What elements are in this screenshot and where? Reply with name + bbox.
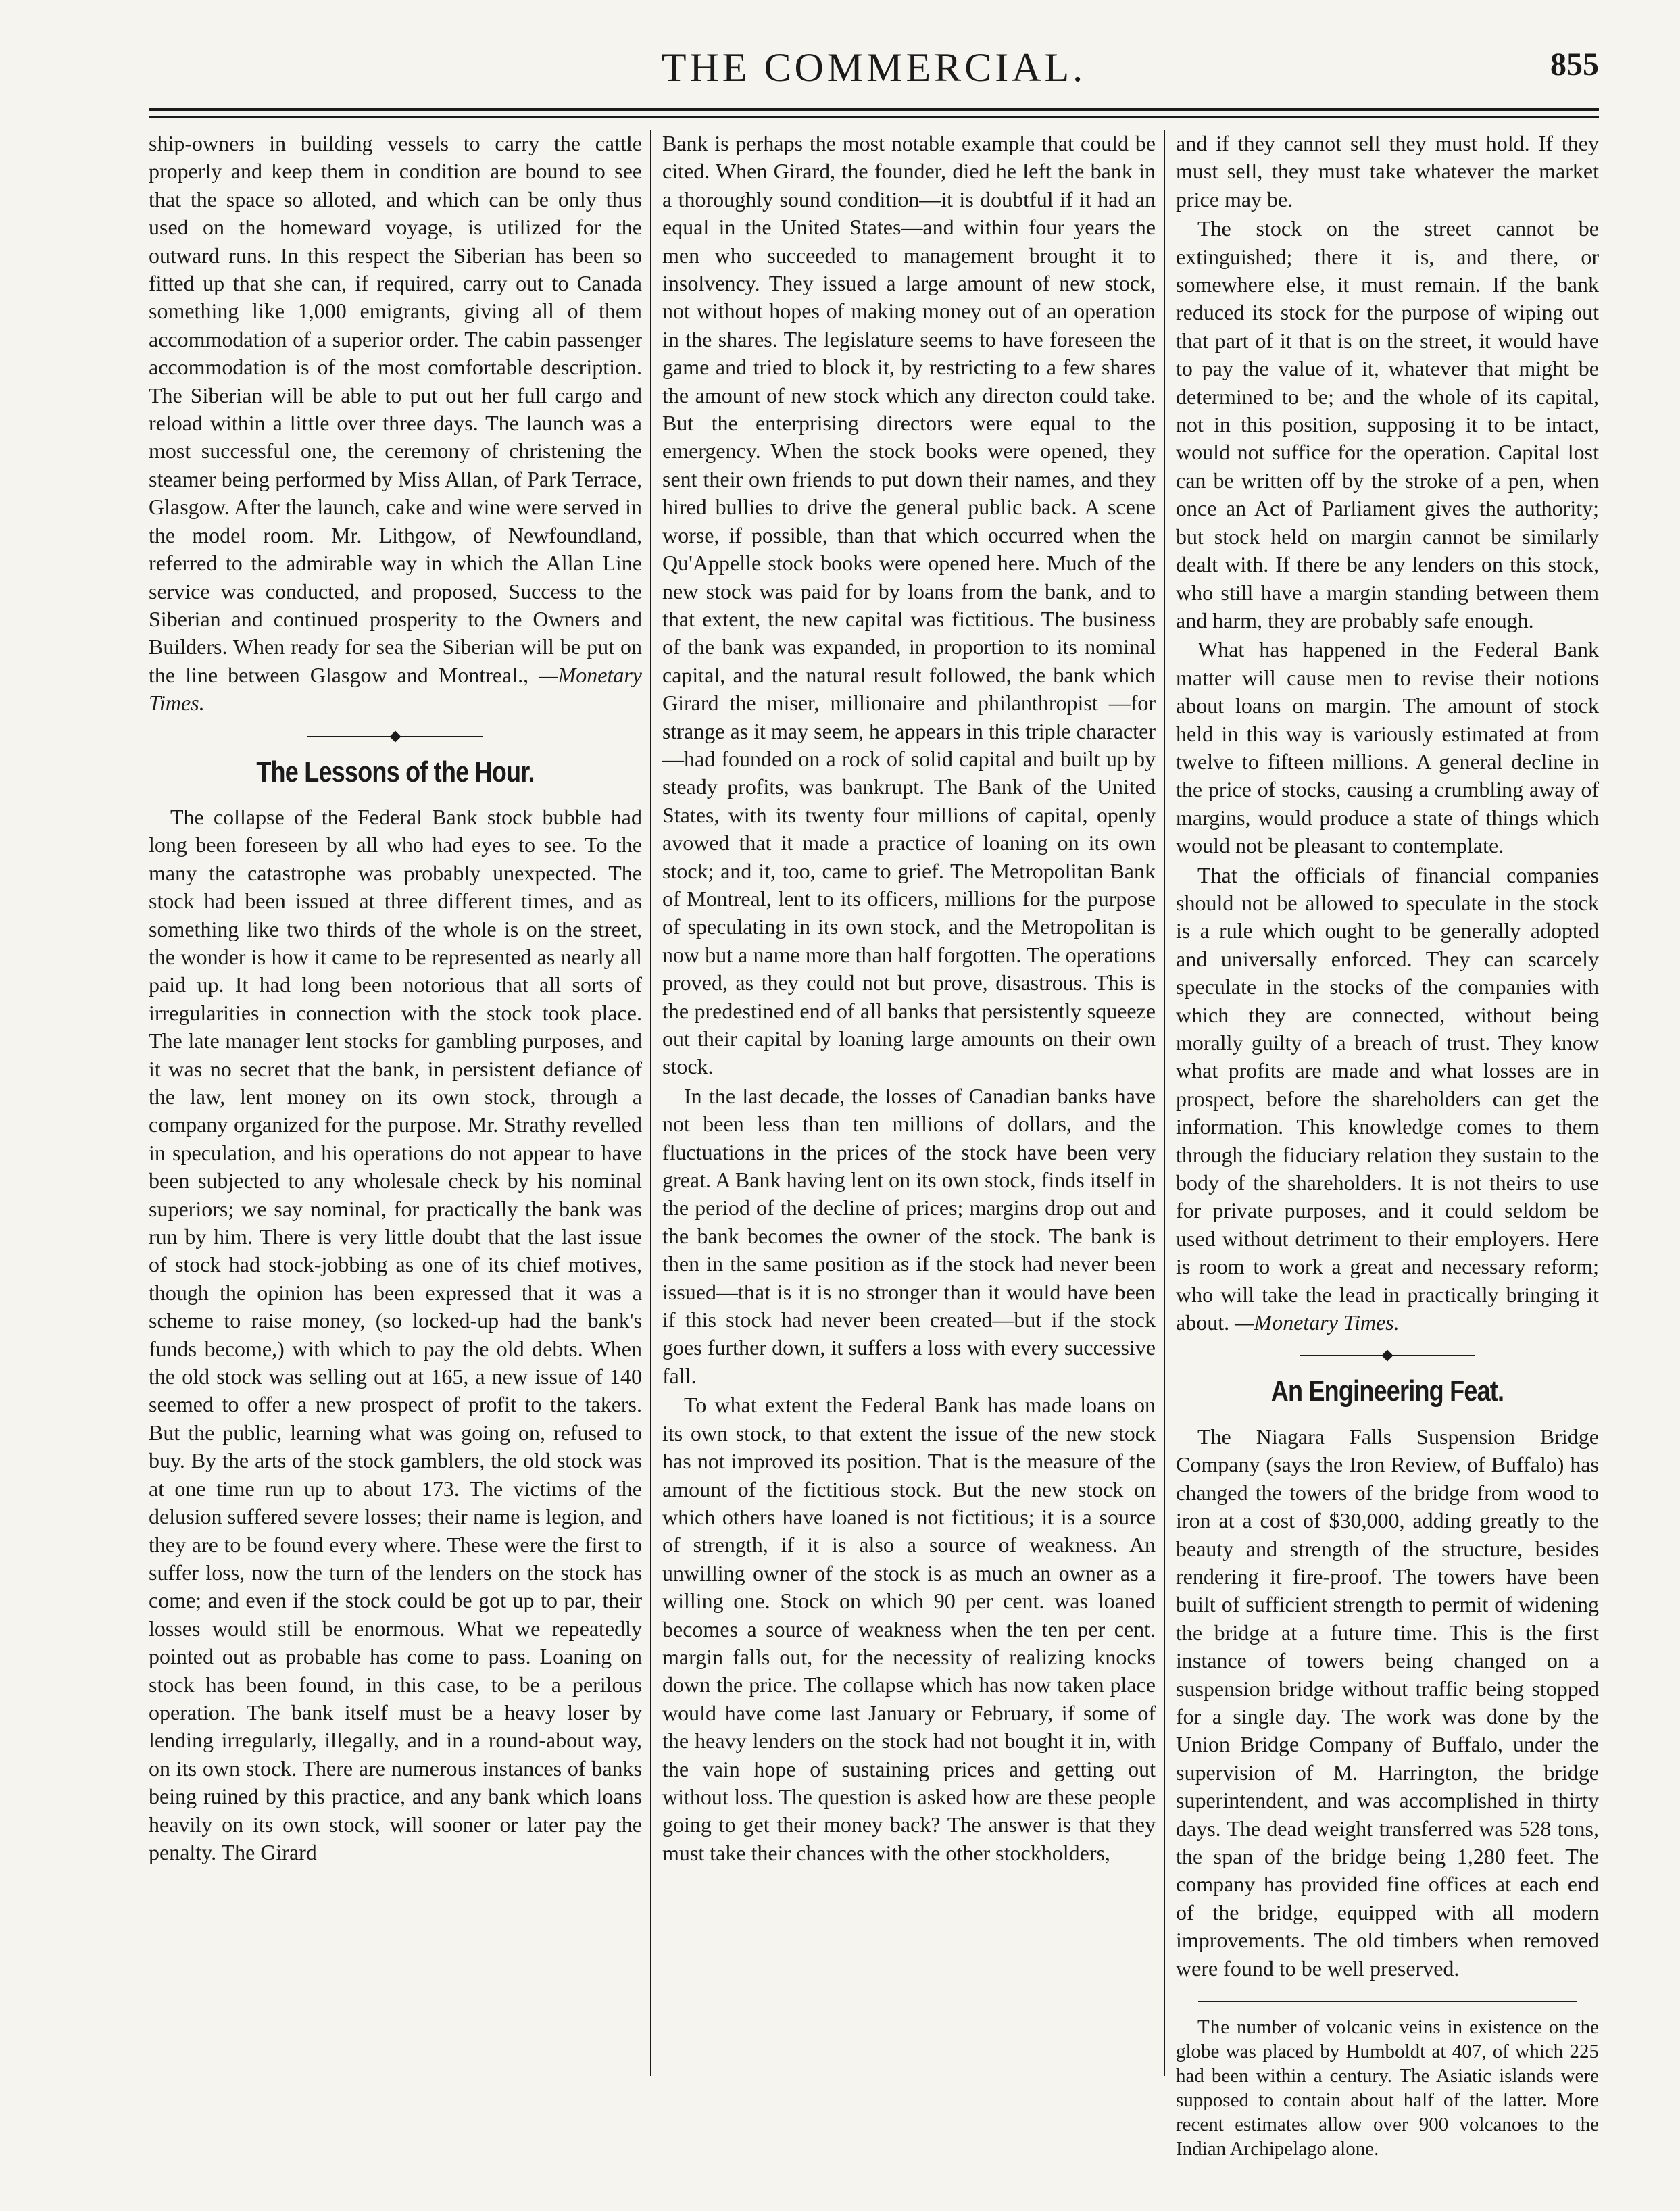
header-rule-thick: [149, 108, 1599, 111]
article-paragraph: To what extent the Federal Bank has made loans on its own stock, to that extent the issue of the new stock has not improved its position. That is the measure of the amount of the fictitious stock. But the new stock on which others have loaned is not fictitious; it is a source of strength, if it is also a source of weakness. An unwilling owner of the stock is as much an owner as a willing one. Stock on which 90 per cent. was loaned becomes a source of weakness when the ten per cent. margin falls out, for the necessity of realizing knocks down the price. The collapse which has now taken place would have come last January or February, if some of the heavy lenders on the stock had not bought it in, with the vain hope of sustaining prices and getting out without loss. The question is asked how are these people going to get their money back? The answer is that they must take their chances with the other stockholders,: [662, 1393, 1156, 1865]
section-divider: [307, 730, 483, 743]
article-paragraph: The stock on the street cannot be extinguished; there it is, and there, or somewhere else, it must remain. If the bank reduced its stock for the purpose of wiping out that part of it that is on the street, it would have to pay the value of it, whatever that might be determined to be; and the whole of its capital, not in this position, supposing it to be intact, would not suffice for the operation. Capital lost can be written off by the stroke of a pen, when once an Act of Parliament gives the authority; but stock held on margin cannot be similarly dealt with. If there be any lenders on this stock, who still have a margin standing between them and harm, they are probably safe enough.: [1176, 216, 1599, 632]
source-credit: —Monetary Times.: [1235, 1310, 1400, 1335]
volcano-note: [1176, 2015, 1599, 2161]
note-lead: The: [1197, 2016, 1231, 2038]
paragraph-text: That the officials of financial companies should not be allowed to speculate in the stock is a rule which ought to be generally adopted and universally enforced. They can scarcely speculate in the stocks of the companies with which they are connected, without being morally guilty of a breach of trust. They know what profits are made and what losses are in prospect, before the shareholders can get the information. This knowledge comes to them through the fiduciary relation they sustain to the body of the shareholders. It is not theirs to use for private purposes, and it could seldom be used without detriment to their employers. Here is room to work a great and necessary reform; who will take the lead in practically bringing it about.: [1176, 862, 1599, 1335]
article-paragraph: The Niagara Falls Suspension Bridge Company (says the Iron Review, of Buffalo) has changed the towers of the bridge from wood to iron at a cost of $30,000, adding greatly to the beauty and strength of the structure, besides rendering it fire-proof. The towers have been built of sufficient strength to permit of widening the bridge at a future time. This is the first instance of towers being changed on a suspension bridge without traffic being stopped for a single day. The work was done by the Union Bridge Company of Buffalo, under the supervision of M. Harrington, the bridge superintendent, and was accomplished in thirty days. The dead weight transferred was 528 tons, the span of the bridge being 1,280 feet. The company has provided fine offices at each end of the bridge, equipped with all modern improvements. The old timbers when removed were found to be well preserved.: [1176, 1424, 1599, 1981]
article-paragraph: In the last decade, the losses of Canadian banks have not been less than ten millions of dollars, and the fluctuations in the prices of the stock have been very great. A Bank having lent on its own stock, finds itself in the period of the decline of prices; margins drop out and the bank becomes the owner of the stock. The bank is then in the same position as if the stock had never been issued—that is it is no stronger than it would have been if this stock had never been created—but if the stock goes further down, it suffers a loss with every successive fall.: [662, 1083, 1156, 1388]
newspaper-title: THE COMMERCIAL.: [661, 45, 1087, 90]
page-number: 855: [1550, 47, 1599, 82]
column-1: [149, 130, 642, 2076]
column-2: [662, 130, 1156, 2076]
article-paragraph: Bank is perhaps the most notable example that could be cited. When Girard, the founder, died he left the bank in a thoroughly sound condition—it is doubtful if it had an equal in the United States—and within four years the men who succeeded to management brought it to insolvency. They issued a large amount of new stock, not without hopes of making money out of an operation in the shares. The legislature seems to have foreseen the game and tried to block it, by restricting to a few shares the amount of new stock which any directon could take. But the enterprising directors were equal to the emergency. When the stock books were opened, they sent their own friends to put down their names, and they hired bullies to drive the general public back. A scene worse, if possible, than that which occurred when the Qu'Appelle stock books were opened here. Much of the new stock was paid for by loans from the bank, and to that extent, the new capital was fictitious. The business of the bank was expanded, in proportion to its nominal capital, and the natural result followed, the bank which Girard the miser, millionaire and philanthropist —for strange as it may seem, he appears in this triple character—had founded on a rock of solid capital and built up by steady profits, was bankrupt. The Bank of the United States, with its twenty four millions of capital, openly avowed that it made a practice of loaning on its own stock; and it, too, came to grief. The Metropolitan Bank of Montreal, lent to its officers, millions for the purpose of speculating in its own stock, and the Metropolitan is now but a name more than half forgotten. The operations proved, as they could not but prove, disastrous. This is the predestined end of all banks that persistently squeeze out their capital by loaning large amounts on their own stock.: [662, 131, 1156, 1079]
article-paragraph: [1176, 862, 1599, 1337]
column-divider-1: [650, 130, 651, 2076]
column-3: [1176, 130, 1599, 2160]
masthead: [149, 32, 1599, 100]
header-rule-thin: [149, 116, 1599, 118]
note-text: number of volcanic veins in existence on the globe was placed by Humboldt at 407, of which 225 had been within a century. The Asiatic islands were supposed to contain about half of the latter. More recent estimates allow over 900 volcanoes to the Indian Archipelago alone.: [1176, 2016, 1599, 2160]
article-paragraph: The collapse of the Federal Bank stock bubble had long been foreseen by all who had eyes to see. To the many the catastrophe was probably unexpected. The stock had been issued at three different times, and as something like two thirds of the whole is on the street, the wonder is how it came to be represented as nearly all paid up. It had long been notorious that all sorts of irregularities in connection with the stock took place. The late manager lent stocks for gambling purposes, and it was no secret that the bank, in persistent defiance of the law, lent money on its own stock, through a company organized for the purpose. Mr. Strathy revelled in speculation, and his operations do not appear to have been subjected to any wholesale check by his nominal superiors; we say nominal, for practically the bank was run by him. There is very little doubt that the last issue of stock had stock-jobbing as one of its chief motives, though the opinion has been expressed that it was a scheme to raise money, (so locked-up had the bank's funds become,) with which to pay the old debts. When the old stock was selling out at 165, a new issue of 140 seemed to offer a new prospect of profit to the takers. But the public, learning what was going on, refused to buy. By the arts of the stock gamblers, the old stock was at one time run up to about 173. The victims of the delusion suffered severe losses; their name is legion, and they are to be found every where. These were the first to suffer loss, now the turn of the lenders on the stock has come; and even if the stock could be got up to par, their losses would still be enormous. What we repeatedly pointed out as probable has come to pass. Loaning on stock has been found, in this case, to be a perilous operation. The bank itself must be a heavy loser by lending irregularly, illegally, and in a round-about way, on its own stock. There are numerous instances of banks being ruined by this practice, and any bank which loans heavily on its own stock, will sooner or later pay the penalty. The Girard: [149, 804, 642, 1864]
paragraph-text: ship-owners in building vessels to carry the cattle properly and keep them in condition are bound to see that the space so alloted, and which can be only thus used on the homeward voyage, is utilized for the outward runs. In this respect the Siberian has been so fitted up that she can, if required, carry out to Canada something like 1,000 emigrants, giving all of them accommodation of a superior order. The cabin passenger accommodation is of the most comfortable description. The Siberian will be able to put out her full cargo and reload within a little over three days. The launch was a most successful one, the ceremony of christening the steamer being performed by Miss Allan, of Park Terrace, Glasgow. After the launch, cake and wine were served in the model room. Mr. Lithgow, of Newfoundland, referred to the admirable way in which the Allan Line service was conducted, and proposed, Success to the Siberian and continued prosperity to the Owners and Builders. When ready for sea the Siberian will be put on the line between Glasgow and Montreal.,: [149, 131, 642, 687]
article-heading-lessons: The Lessons of the Hour.: [256, 755, 535, 789]
article-heading-engineering: An Engineering Feat.: [1270, 1374, 1504, 1408]
section-divider: [1198, 1995, 1577, 2008]
column-divider-2: [1164, 130, 1165, 2076]
source-credit: —Monetary Times.: [149, 662, 642, 716]
article-paragraph: and if they cannot sell they must hold. If they must sell, they must take whatever the market price may be.: [1176, 131, 1599, 212]
article-paragraph: What has happened in the Federal Bank matter will cause men to revise their notions about loans on margin. The amount of stock held in this way is variously estimated at from twelve to fifteen millions. A general decline in the price of stocks, causing a crumbling away of margins, would produce a state of things which would not be pleasant to contemplate.: [1176, 637, 1599, 858]
section-divider: [1300, 1349, 1475, 1362]
article-continuation-siberian: [149, 130, 642, 718]
